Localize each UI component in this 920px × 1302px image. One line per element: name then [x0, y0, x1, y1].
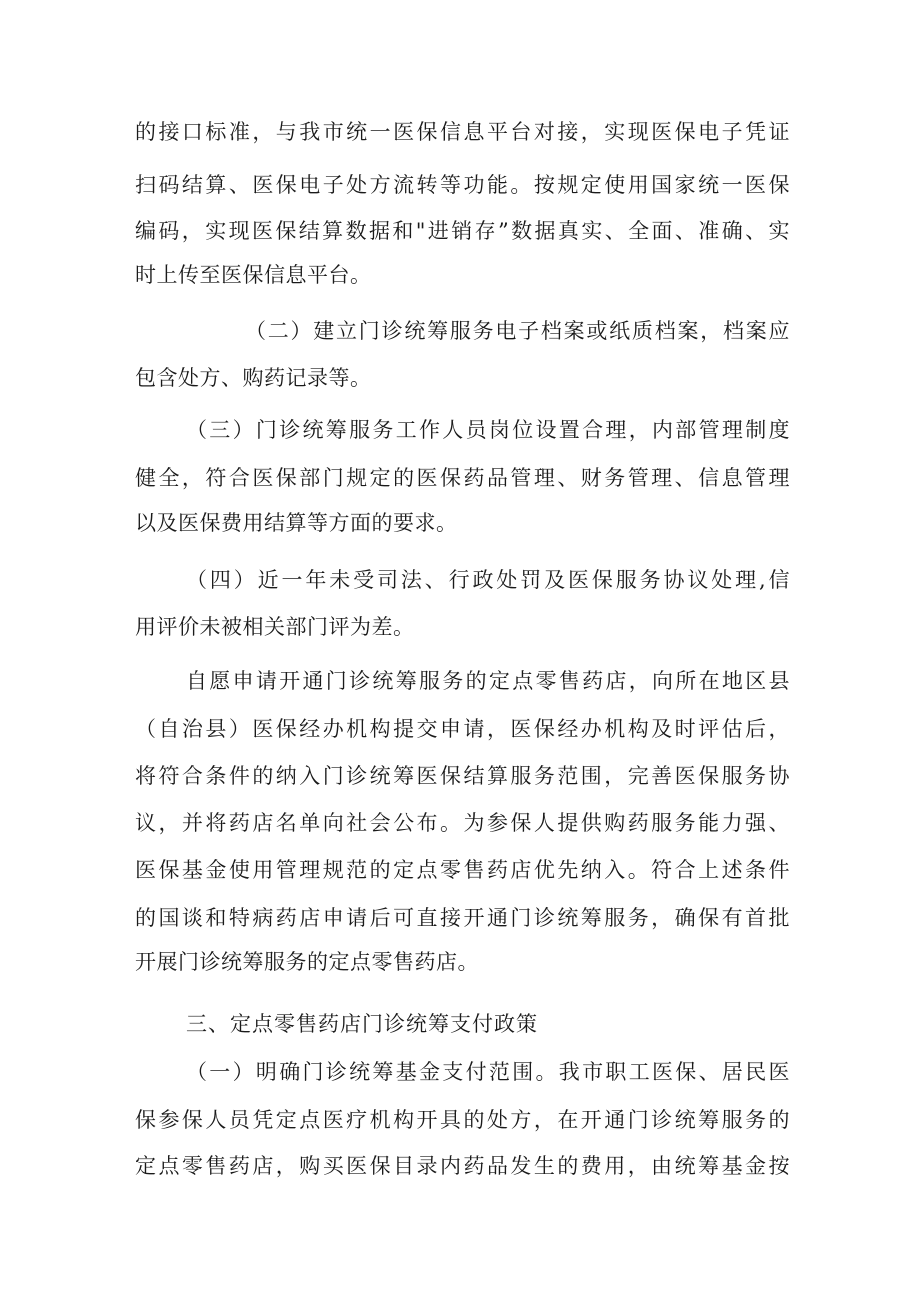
paragraph-line: （三）门诊统筹服务工作人员岗位设置合理，内部管理制度: [186, 418, 790, 442]
paragraph-line: 开展门诊统筹服务的定点零售药店。: [135, 950, 479, 974]
paragraph-line: 自愿申请开通门诊统筹服务的定点零售药店，向所在地区县: [186, 669, 790, 693]
section-heading: 三、定点零售药店门诊统筹支付政策: [186, 1012, 538, 1036]
paragraph-line: 以及医保费用结算等方面的要求。: [135, 511, 458, 535]
paragraph-line: 时上传至医保信息平台。: [135, 263, 372, 287]
paragraph-line: 保参保人员凭定点医疗机构开具的处方，在开通门诊统筹服务的: [135, 1108, 790, 1132]
paragraph-line: 的国谈和特病药店申请后可直接开通门诊统筹服务，确保有首批: [135, 906, 790, 930]
paragraph-line: 包含处方、购药记录等。: [135, 366, 372, 390]
paragraph-line: 健全，符合医保部门规定的医保药品管理、财务管理、信息管理: [135, 466, 790, 490]
paragraph-line: （二）建立门诊统筹服务电子档案或纸质档案，档案应: [245, 319, 790, 343]
paragraph-line: 议，并将药店名单向社会公布。为参保人提供购药服务能力强、: [135, 811, 790, 835]
paragraph-line: 用评价未被相关部门评为差。: [135, 615, 415, 639]
paragraph-line: 定点零售药店，购买医保目录内药品发生的费用，由统筹基金按: [135, 1154, 790, 1178]
paragraph-line: 医保基金使用管理规范的定点零售药店优先纳入。符合上述条件: [135, 858, 790, 882]
paragraph-line: 的接口标准，与我市统一医保信息平台对接，实现医保电子凭证: [135, 120, 790, 144]
paragraph-line: 扫码结算、医保电子处方流转等功能。按规定使用国家统一医保: [135, 173, 790, 197]
paragraph-line: 编码，实现医保结算数据和"进销存”数据真实、全面、准确、实: [135, 219, 790, 243]
paragraph-line: （自治县）医保经办机构提交申请，医保经办机构及时评估后，: [135, 717, 790, 741]
paragraph-line: （四）近一年未受司法、行政处罚及医保服务协议处理,信: [186, 568, 790, 592]
paragraph-line: （一）明确门诊统筹基金支付范围。我市职工医保、居民医: [186, 1060, 790, 1084]
paragraph-line: 将符合条件的纳入门诊统筹医保结算服务范围，完善医保服务协: [135, 764, 790, 788]
